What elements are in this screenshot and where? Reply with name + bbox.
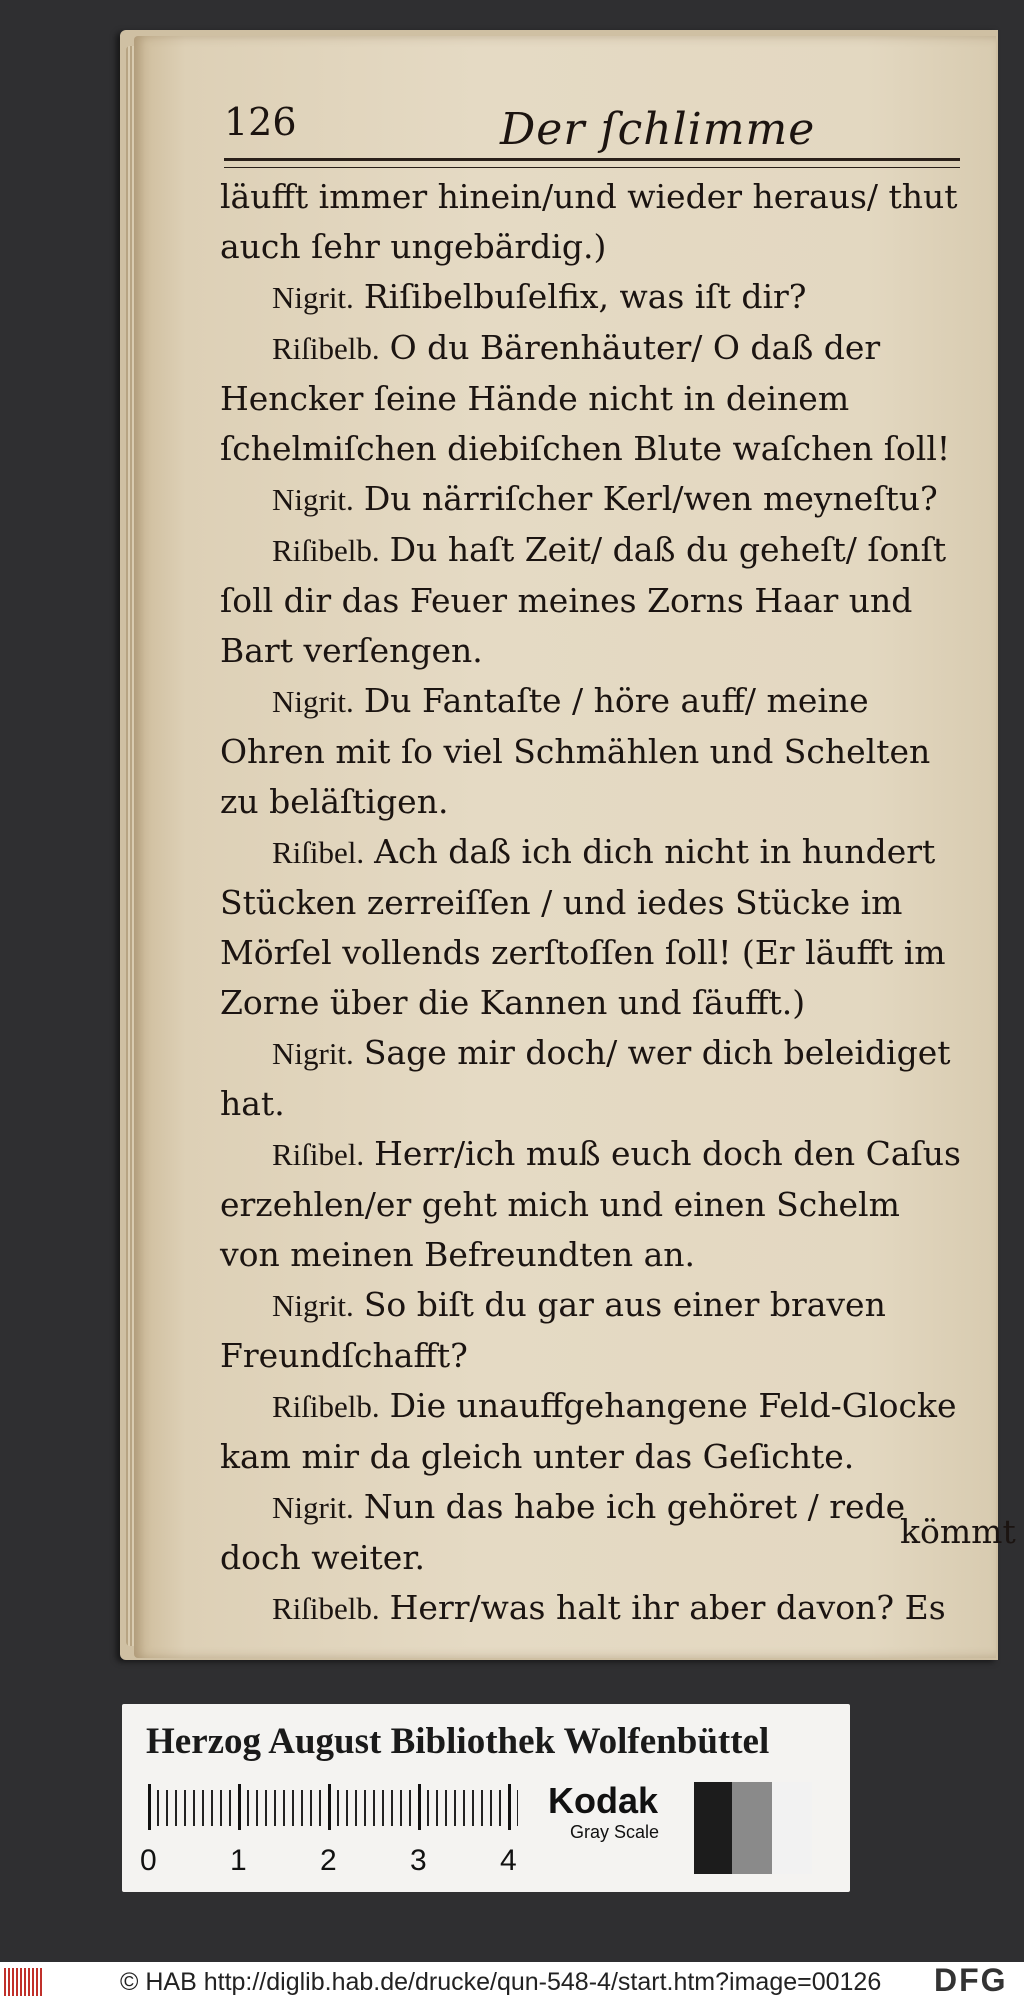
page-number: 126 <box>224 100 297 144</box>
speech-text: Riſibelbuſelfix, was iſt dir? <box>363 277 807 316</box>
ruler-number: 1 <box>230 1844 247 1877</box>
ruler-number: 4 <box>500 1844 517 1877</box>
ruler-major-tick <box>508 1784 511 1830</box>
speaker-name: Nigrit. <box>272 1288 354 1323</box>
text-paragraph <box>220 1482 970 1583</box>
speech-text: Die unauffgehangene Feld-Glocke kam mir da gleich unter das Geſichte. <box>220 1386 957 1476</box>
speech-text: Du Fantaſte / höre auff/ meine Ohren mit ſo viel Schmählen und Schelten zu beläſtigen. <box>220 681 931 821</box>
speaker-name: Nigrit. <box>272 684 354 719</box>
ruler-major-tick <box>328 1784 331 1830</box>
ruler-number: 3 <box>410 1844 427 1877</box>
ruler-number: 2 <box>320 1844 337 1877</box>
speech-text: Herr/was halt ihr aber davon? Es <box>389 1588 946 1627</box>
text-paragraph <box>220 1381 970 1482</box>
speech-text: läufft immer hinein/und wieder heraus/ thut auch ſehr ungebärdig.) <box>220 177 958 266</box>
text-paragraph <box>220 323 970 474</box>
text-paragraph <box>220 172 970 272</box>
speech-text: Ach daß ich dich nicht in hundert Stücken zerreiſſen / und iedes Stücke im Mörſel vollends zerſtoſſen ſoll! (Er läufft im Zorne über die Kannen und ſäufft.) <box>220 832 946 1022</box>
text-paragraph <box>220 1129 970 1280</box>
speech-text: Nun das habe ich gehöret / rede doch weiter. <box>220 1487 906 1577</box>
speaker-name: Nigrit. <box>272 1036 354 1071</box>
speech-text: O du Bärenhäuter/ O daß der Hencker ſeine Hände nicht in deinem ſchelmiſchen diebiſchen Blute waſchen ſoll! <box>220 328 951 468</box>
running-head: Der ſchlimme <box>500 104 816 155</box>
text-paragraph <box>220 1028 970 1129</box>
text-paragraph <box>220 474 970 525</box>
header-rule <box>224 158 960 168</box>
hab-logo-icon <box>4 1968 44 1996</box>
ruler-major-tick <box>148 1784 151 1830</box>
body-text <box>220 172 970 1634</box>
library-title: Herzog August Bibliothek Wolfenbüttel <box>146 1721 770 1762</box>
gray-swatch <box>772 1782 812 1874</box>
gray-swatch <box>732 1782 772 1874</box>
text-paragraph <box>220 525 970 676</box>
speaker-name: Riſibelb. <box>272 533 380 568</box>
speech-text: Du haſt Zeit/ daß du geheſt/ ſonſt ſoll dir das Feuer meines Zorns Haar und Bart verſengen. <box>220 530 947 670</box>
ruler-number: 0 <box>140 1844 157 1877</box>
text-paragraph <box>220 1583 970 1634</box>
ruler-major-tick <box>238 1784 241 1830</box>
ruler-major-tick <box>418 1784 421 1830</box>
kodak-brand: Kodak <box>548 1780 659 1821</box>
speech-text: So biſt du gar aus einer braven Freundſchafft? <box>220 1285 886 1375</box>
text-paragraph <box>220 272 970 323</box>
speaker-name: Nigrit. <box>272 280 354 315</box>
text-paragraph <box>220 827 970 1028</box>
gray-scale-label: Gray Scale <box>570 1822 660 1842</box>
text-paragraph <box>220 1280 970 1381</box>
speech-text: Herr/ich muß euch doch den Caſus erzehlen/er geht mich und einen Schelm von meinen Befreundten an. <box>220 1134 961 1274</box>
speaker-name: Nigrit. <box>272 482 354 517</box>
speaker-name: Riſibelb. <box>272 1389 380 1424</box>
speaker-name: Riſibelb. <box>272 331 380 366</box>
speech-text: Sage mir doch/ wer dich beleidiget hat. <box>220 1033 951 1123</box>
catchword: kömmt <box>900 1512 1016 1551</box>
text-paragraph <box>220 676 970 827</box>
speaker-name: Riſibel. <box>272 835 365 870</box>
dfg-logo: DFG <box>934 1962 1008 1998</box>
scale-ruler <box>148 1790 518 1826</box>
footer-url[interactable]: © HAB http://diglib.hab.de/drucke/qun-548-4/start.htm?image=00126 <box>120 1968 882 1996</box>
speaker-name: Nigrit. <box>272 1490 354 1525</box>
speaker-name: Riſibel. <box>272 1137 365 1172</box>
gray-swatch <box>694 1782 732 1874</box>
speaker-name: Riſibelb. <box>272 1591 380 1626</box>
speech-text: Du närriſcher Kerl/wen meyneſtu? <box>363 479 938 518</box>
